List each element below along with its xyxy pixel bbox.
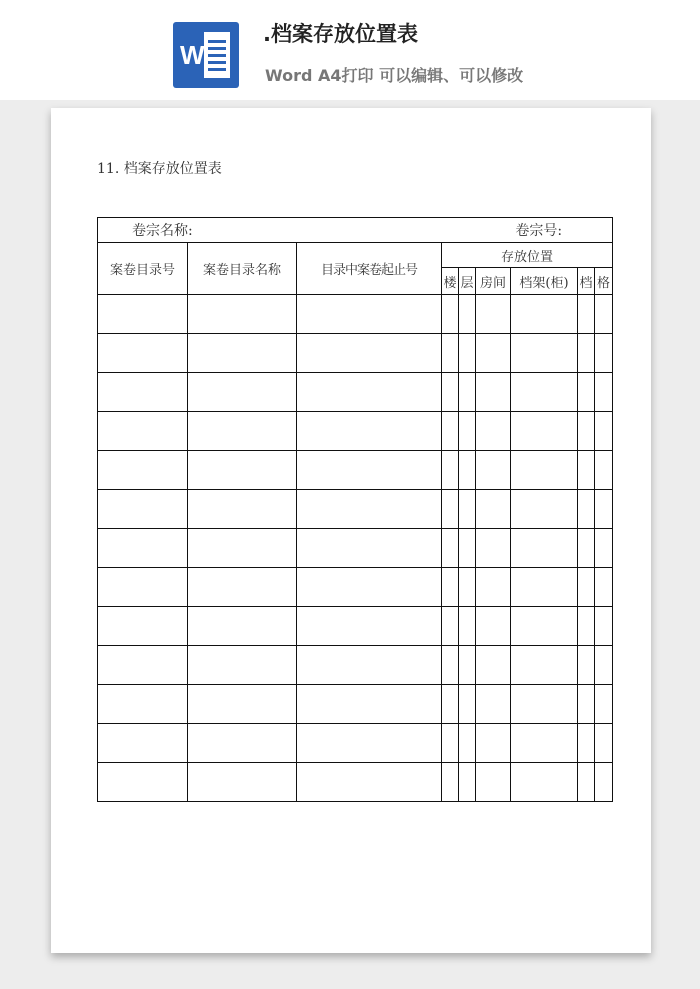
cell-catalog-number[interactable] xyxy=(98,646,188,685)
cell-floor[interactable] xyxy=(459,490,476,529)
cell-building[interactable] xyxy=(442,529,459,568)
cell-room[interactable] xyxy=(476,529,511,568)
cell-shelf[interactable] xyxy=(511,334,578,373)
table-row xyxy=(98,295,613,334)
cell-compartment[interactable] xyxy=(578,646,595,685)
cell-building[interactable] xyxy=(442,685,459,724)
cell-catalog-number[interactable] xyxy=(98,334,188,373)
fonds-info-cell[interactable] xyxy=(98,218,613,243)
cell-building[interactable] xyxy=(442,724,459,763)
cell-start-end-numbers[interactable] xyxy=(297,607,442,646)
cell-floor[interactable] xyxy=(459,607,476,646)
cell-room[interactable] xyxy=(476,568,511,607)
cell-building[interactable] xyxy=(442,763,459,802)
cell-start-end-numbers[interactable] xyxy=(297,334,442,373)
cell-compartment[interactable] xyxy=(578,763,595,802)
cell-start-end-numbers[interactable] xyxy=(297,685,442,724)
cell-room[interactable] xyxy=(476,685,511,724)
cell-shelf[interactable] xyxy=(511,529,578,568)
table-row xyxy=(98,490,613,529)
table-row xyxy=(98,529,613,568)
cell-catalog-number[interactable] xyxy=(98,685,188,724)
cell-compartment[interactable] xyxy=(578,451,595,490)
table-row xyxy=(98,334,613,373)
cell-floor[interactable] xyxy=(459,568,476,607)
word-document-icon xyxy=(173,22,239,88)
cell-start-end-numbers[interactable] xyxy=(297,646,442,685)
cell-catalog-number[interactable] xyxy=(98,490,188,529)
cell-compartment[interactable] xyxy=(578,412,595,451)
cell-room[interactable] xyxy=(476,373,511,412)
archive-location-table xyxy=(97,217,613,802)
logo-letter: W xyxy=(180,40,205,70)
cell-catalog-number[interactable] xyxy=(98,295,188,334)
header-row-1 xyxy=(98,243,613,268)
cell-shelf[interactable] xyxy=(511,295,578,334)
cell-catalog-name[interactable] xyxy=(188,412,297,451)
cell-compartment[interactable] xyxy=(578,295,595,334)
cell-grid[interactable] xyxy=(595,568,613,607)
cell-room[interactable] xyxy=(476,607,511,646)
table-row xyxy=(98,412,613,451)
cell-compartment[interactable] xyxy=(578,334,595,373)
col-header-catalog-name: 案卷目录名称 xyxy=(188,243,297,295)
table-row xyxy=(98,451,613,490)
cell-shelf[interactable] xyxy=(511,646,578,685)
cell-room[interactable] xyxy=(476,451,511,490)
cell-compartment[interactable] xyxy=(578,685,595,724)
cell-shelf[interactable] xyxy=(511,685,578,724)
cell-grid[interactable] xyxy=(595,490,613,529)
cell-grid[interactable] xyxy=(595,295,613,334)
cell-catalog-name[interactable] xyxy=(188,724,297,763)
table-row xyxy=(98,373,613,412)
cell-grid[interactable] xyxy=(595,646,613,685)
table-row xyxy=(98,646,613,685)
cell-building[interactable] xyxy=(442,373,459,412)
cell-start-end-numbers[interactable] xyxy=(297,724,442,763)
cell-catalog-number[interactable] xyxy=(98,607,188,646)
cell-catalog-number[interactable] xyxy=(98,451,188,490)
cell-grid[interactable] xyxy=(595,607,613,646)
table-row xyxy=(98,763,613,802)
table-row xyxy=(98,724,613,763)
cell-room[interactable] xyxy=(476,412,511,451)
cell-building[interactable] xyxy=(442,334,459,373)
cell-building[interactable] xyxy=(442,412,459,451)
cell-catalog-number[interactable] xyxy=(98,763,188,802)
cell-room[interactable] xyxy=(476,295,511,334)
cell-building[interactable] xyxy=(442,451,459,490)
cell-catalog-number[interactable] xyxy=(98,568,188,607)
col-header-shelf: 档架(柜) xyxy=(511,268,578,295)
form-heading: 11. 档案存放位置表 xyxy=(97,161,222,177)
col-header-storage-location: 存放位置 xyxy=(442,243,613,268)
cell-grid[interactable] xyxy=(595,724,613,763)
cell-floor[interactable] xyxy=(459,451,476,490)
cell-floor[interactable] xyxy=(459,646,476,685)
col-header-compartment: 档 xyxy=(578,268,595,295)
col-header-building: 楼 xyxy=(442,268,459,295)
cell-catalog-name[interactable] xyxy=(188,646,297,685)
document-page xyxy=(51,108,651,953)
cell-compartment[interactable] xyxy=(578,568,595,607)
cell-catalog-name[interactable] xyxy=(188,529,297,568)
cell-floor[interactable] xyxy=(459,295,476,334)
cell-catalog-name[interactable] xyxy=(188,490,297,529)
cell-shelf[interactable] xyxy=(511,724,578,763)
cell-compartment[interactable] xyxy=(578,724,595,763)
cell-floor[interactable] xyxy=(459,724,476,763)
cell-compartment[interactable] xyxy=(578,607,595,646)
cell-catalog-number[interactable] xyxy=(98,412,188,451)
cell-shelf[interactable] xyxy=(511,763,578,802)
cell-floor[interactable] xyxy=(459,373,476,412)
cell-compartment[interactable] xyxy=(578,373,595,412)
fonds-number-label: 卷宗号: xyxy=(515,223,563,239)
table-row xyxy=(98,607,613,646)
cell-shelf[interactable] xyxy=(511,373,578,412)
cell-start-end-numbers[interactable] xyxy=(297,412,442,451)
table-row xyxy=(98,568,613,607)
cell-grid[interactable] xyxy=(595,373,613,412)
cell-grid[interactable] xyxy=(595,529,613,568)
cell-shelf[interactable] xyxy=(511,607,578,646)
cell-catalog-number[interactable] xyxy=(98,373,188,412)
cell-building[interactable] xyxy=(442,490,459,529)
cell-building[interactable] xyxy=(442,295,459,334)
cell-catalog-name[interactable] xyxy=(188,607,297,646)
document-subtitle: Word A4打印 可以编辑、可以修改 xyxy=(265,66,524,85)
cell-catalog-name[interactable] xyxy=(188,373,297,412)
page-header xyxy=(0,0,700,100)
cell-floor[interactable] xyxy=(459,685,476,724)
col-header-grid: 格 xyxy=(595,268,613,295)
cell-catalog-name[interactable] xyxy=(188,685,297,724)
cell-start-end-numbers[interactable] xyxy=(297,373,442,412)
col-header-room: 房间 xyxy=(476,268,511,295)
col-header-floor: 层 xyxy=(459,268,476,295)
cell-start-end-numbers[interactable] xyxy=(297,568,442,607)
cell-compartment[interactable] xyxy=(578,490,595,529)
fonds-info-row xyxy=(98,218,613,243)
cell-start-end-numbers[interactable] xyxy=(297,763,442,802)
cell-grid[interactable] xyxy=(595,412,613,451)
cell-shelf[interactable] xyxy=(511,412,578,451)
cell-grid[interactable] xyxy=(595,334,613,373)
cell-room[interactable] xyxy=(476,724,511,763)
cell-room[interactable] xyxy=(476,334,511,373)
cell-floor[interactable] xyxy=(459,763,476,802)
cell-catalog-name[interactable] xyxy=(188,334,297,373)
cell-floor[interactable] xyxy=(459,334,476,373)
cell-shelf[interactable] xyxy=(511,451,578,490)
cell-compartment[interactable] xyxy=(578,529,595,568)
cell-grid[interactable] xyxy=(595,451,613,490)
cell-catalog-name[interactable] xyxy=(188,295,297,334)
cell-catalog-number[interactable] xyxy=(98,529,188,568)
cell-catalog-name[interactable] xyxy=(188,451,297,490)
table-row xyxy=(98,685,613,724)
cell-floor[interactable] xyxy=(459,529,476,568)
col-header-start-end-numbers: 目录中案卷起止号 xyxy=(297,243,442,295)
fonds-name-label: 卷宗名称: xyxy=(132,223,193,239)
cell-shelf[interactable] xyxy=(511,490,578,529)
cell-catalog-number[interactable] xyxy=(98,724,188,763)
cell-building[interactable] xyxy=(442,607,459,646)
cell-catalog-name[interactable] xyxy=(188,568,297,607)
cell-start-end-numbers[interactable] xyxy=(297,529,442,568)
cell-shelf[interactable] xyxy=(511,568,578,607)
cell-catalog-name[interactable] xyxy=(188,763,297,802)
cell-room[interactable] xyxy=(476,646,511,685)
cell-room[interactable] xyxy=(476,490,511,529)
col-header-catalog-number: 案卷目录号 xyxy=(98,243,188,295)
document-title: .档案存放位置表 xyxy=(263,22,418,46)
cell-room[interactable] xyxy=(476,763,511,802)
cell-grid[interactable] xyxy=(595,763,613,802)
cell-floor[interactable] xyxy=(459,412,476,451)
cell-building[interactable] xyxy=(442,568,459,607)
cell-start-end-numbers[interactable] xyxy=(297,490,442,529)
cell-building[interactable] xyxy=(442,646,459,685)
cell-start-end-numbers[interactable] xyxy=(297,451,442,490)
cell-start-end-numbers[interactable] xyxy=(297,295,442,334)
cell-grid[interactable] xyxy=(595,685,613,724)
